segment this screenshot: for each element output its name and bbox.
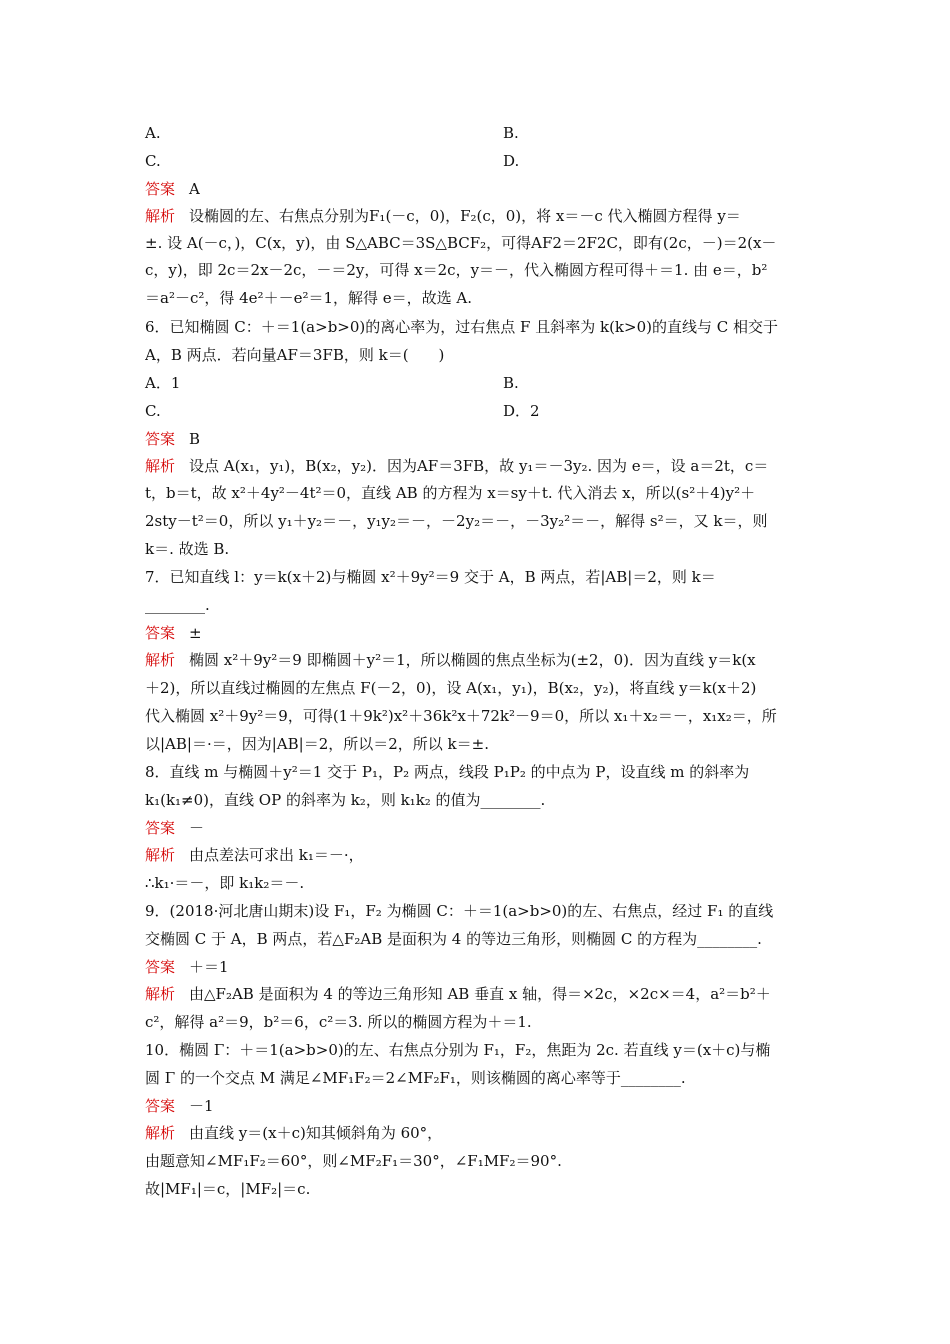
q6-analysis-line — [145, 456, 810, 476]
answer-label: 答案 — [145, 624, 176, 642]
q6-option-d: D．2 — [503, 402, 540, 420]
q10-answer-line — [145, 1096, 810, 1116]
q5-option-c: C. — [145, 152, 161, 170]
q8-analysis-line: ∴k₁·＝－，即 k₁k₂＝－. — [145, 874, 305, 892]
answer-label: 答案 — [145, 180, 176, 198]
q9-answer: ＋＝1 — [189, 958, 229, 976]
analysis-label: 解析 — [145, 207, 176, 225]
q6-analysis-line: 2sty－t²＝0，所以 y₁＋y₂＝－，y₁y₂＝－，－2y₂＝－，－3y₂²＝－，解得 s²＝，又 k＝，则 — [145, 512, 768, 530]
q9-analysis-line: c²，解得 a²＝9，b²＝6，c²＝3. 所以的椭圆方程为＋＝1. — [145, 1013, 532, 1031]
q5-analysis-line: ＝a²－c²，得 4e²＋－e²＝1，解得 e＝，故选 A. — [145, 289, 473, 307]
q8-analysis-text: 由点差法可求出 k₁＝－·， — [189, 846, 364, 864]
q6-analysis-line: t，b＝t，故 x²＋4y²－4t²＝0，直线 AB 的方程为 x＝sy＋t. 代入消去 x，所以(s²＋4)y²＋ — [145, 484, 756, 502]
q6-option-b: B. — [503, 374, 519, 392]
q5-answer-line — [145, 179, 810, 199]
q5-analysis-line — [145, 206, 810, 226]
analysis-label: 解析 — [145, 457, 176, 475]
q9-question: 交椭圆 C 于 A，B 两点，若△F₂AB 是面积为 4 的等边三角形，则椭圆 C 的方程为________. — [145, 930, 762, 948]
q6-question: 6．已知椭圆 C：＋＝1(a>b>0)的离心率为，过右焦点 F 且斜率为 k(k>0)的直线与 C 相交于 — [145, 318, 778, 336]
q9-question: 9．(2018·河北唐山期末)设 F₁，F₂ 为椭圆 C：＋＝1(a>b>0)的左、右焦点，经过 F₁ 的直线 — [145, 902, 774, 920]
answer-label: 答案 — [145, 958, 176, 976]
q5-analysis-line: ±. 设 A(－c，)，C(x，y)，由 S△ABC＝3S△BCF₂，可得AF2＝2F2C，即有(2c，－)＝2(x－ — [145, 234, 777, 252]
q8-analysis-line — [145, 845, 810, 865]
q9-answer-line — [145, 957, 810, 977]
q9-analysis-line — [145, 984, 810, 1004]
q5-option-a: A. — [145, 124, 161, 142]
q5-analysis-line: c，y)，即 2c＝2x－2c，－＝2y，可得 x＝2c，y＝－，代入椭圆方程可得＋＝1. 由 e＝，b² — [145, 261, 768, 279]
answer-label: 答案 — [145, 819, 176, 837]
q6-analysis-text: 设点 A(x₁，y₁)，B(x₂，y₂)．因为AF＝3FB，故 y₁＝－3y₂. 因为 e＝，设 a＝2t，c＝ — [189, 457, 769, 475]
q5-option-d: D. — [503, 152, 520, 170]
q5-analysis-text: 设椭圆的左、右焦点分别为F₁(－c，0)，F₂(c，0)，将 x＝－c 代入椭圆方程得 y＝ — [189, 207, 741, 225]
q7-analysis-text: 椭圆 x²＋9y²＝9 即椭圆＋y²＝1，所以椭圆的焦点坐标为(±2，0)．因为直线 y＝k(x — [189, 651, 756, 669]
analysis-label: 解析 — [145, 1124, 176, 1142]
analysis-label: 解析 — [145, 846, 176, 864]
q6-answer: B — [189, 430, 201, 448]
q7-question: 7．已知直线 l：y＝k(x＋2)与椭圆 x²＋9y²＝9 交于 A，B 两点，若|AB|＝2，则 k＝ — [145, 568, 716, 586]
q5-option-b: B. — [503, 124, 519, 142]
q6-analysis-line: k＝. 故选 B. — [145, 540, 230, 558]
q10-answer: －1 — [189, 1097, 214, 1115]
q7-answer: ± — [189, 624, 202, 642]
q6-answer-line — [145, 429, 810, 449]
q8-answer-line — [145, 818, 810, 838]
q7-analysis-line — [145, 650, 810, 670]
q10-question: 圆 Γ 的一个交点 M 满足∠MF₁F₂＝2∠MF₂F₁，则该椭圆的离心率等于________. — [145, 1069, 686, 1087]
q5-answer: A — [189, 180, 200, 198]
analysis-label: 解析 — [145, 985, 176, 1003]
q8-answer: － — [189, 819, 205, 837]
q10-analysis-line: 故|MF₁|＝c，|MF₂|＝c. — [145, 1180, 311, 1198]
q7-answer-line — [145, 623, 810, 643]
q10-question: 10．椭圆 Γ：＋＝1(a>b>0)的左、右焦点分别为 F₁，F₂，焦距为 2c. 若直线 y＝(x＋c)与椭 — [145, 1041, 771, 1059]
q7-analysis-line: 代入椭圆 x²＋9y²＝9，可得(1＋9k²)x²＋36k²x＋72k²－9＝0，所以 x₁＋x₂＝－，x₁x₂＝，所 — [145, 707, 777, 725]
q6-question: A，B 两点．若向量AF＝3FB，则 k＝( ) — [145, 346, 445, 364]
q6-option-c: C. — [145, 402, 161, 420]
q7-analysis-line: ＋2)，所以直线过椭圆的左焦点 F(－2，0)，设 A(x₁，y₁)，B(x₂，y₂)，将直线 y＝k(x＋2) — [145, 679, 757, 697]
q10-analysis-line: 由题意知∠MF₁F₂＝60°，则∠MF₂F₁＝30°，∠F₁MF₂＝90°. — [145, 1152, 562, 1170]
q8-question: k₁(k₁≠0)，直线 OP 的斜率为 k₂，则 k₁k₂ 的值为________. — [145, 791, 546, 809]
q9-analysis-text: 由△F₂AB 是面积为 4 的等边三角形知 AB 垂直 x 轴，得＝×2c，×2c×＝4，a²＝b²＋ — [189, 985, 771, 1003]
q6-option-a: A．1 — [145, 374, 181, 392]
q10-analysis-line — [145, 1123, 810, 1143]
q10-analysis-text: 由直线 y＝(x＋c)知其倾斜角为 60°， — [189, 1124, 443, 1142]
answer-label: 答案 — [145, 430, 176, 448]
q8-question: 8．直线 m 与椭圆＋y²＝1 交于 P₁，P₂ 两点，线段 P₁P₂ 的中点为 P，设直线 m 的斜率为 — [145, 763, 750, 781]
q7-analysis-line: 以|AB|＝·＝，因为|AB|＝2，所以＝2，所以 k＝±. — [145, 735, 489, 753]
analysis-label: 解析 — [145, 651, 176, 669]
q7-question: ________. — [145, 596, 210, 614]
answer-label: 答案 — [145, 1097, 176, 1115]
